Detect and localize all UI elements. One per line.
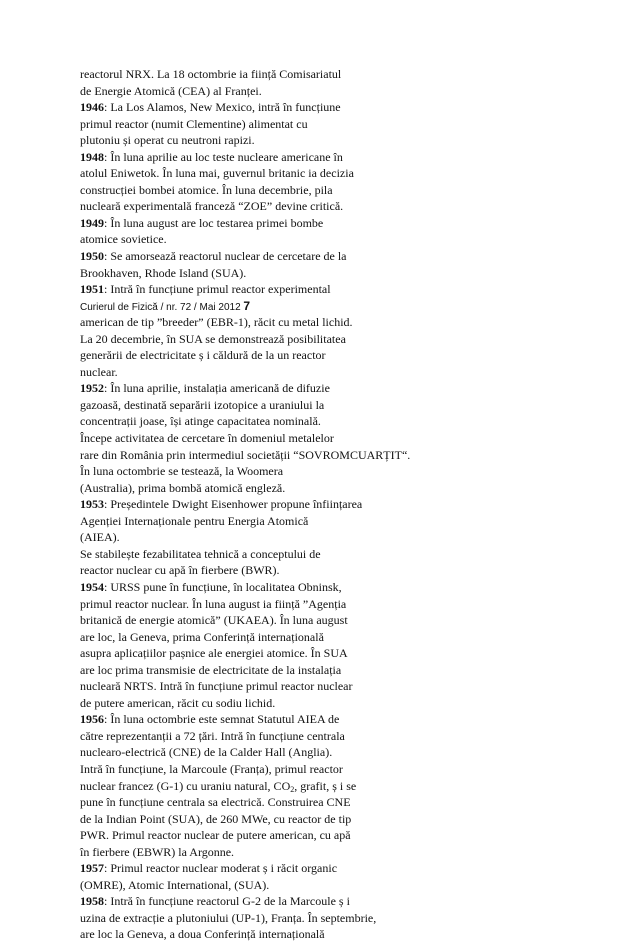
year-label: 1956 <box>80 712 104 727</box>
line-text: primul reactor (numit Clementine) alimentat cu <box>80 116 308 131</box>
line-text: britanică de energie atomică” (UKAEA). În luna august <box>80 613 348 628</box>
text-line <box>80 248 620 265</box>
line-text: : Primul reactor nuclear moderat ș i răcit organic <box>104 861 338 876</box>
text-line <box>80 562 620 579</box>
text-line <box>80 331 620 348</box>
line-text: plutoniu și operat cu neutroni rapizi. <box>80 133 255 148</box>
line-text: Se stabilește fezabilitatea tehnică a conceptului de <box>80 546 321 561</box>
text-line <box>80 281 620 298</box>
text-line <box>80 811 620 828</box>
line-text: În luna octombrie se testează, la Woomera <box>80 464 284 479</box>
line-text: în fierbere (EBWR) la Argonne. <box>80 844 235 859</box>
text-line <box>80 496 620 513</box>
text-line <box>80 116 620 133</box>
line-text: : La Los Alamos, New Mexico, intră în funcțiune <box>104 100 341 115</box>
text-line <box>80 778 620 795</box>
line-text: : În luna aprilie, instalația americană de difuzie <box>104 381 330 396</box>
text-line <box>80 364 620 381</box>
line-text: (Australia), prima bombă atomică engleză. <box>80 480 286 495</box>
text-line <box>80 165 620 182</box>
line-text: Brookhaven, Rhode Island (SUA). <box>80 265 247 280</box>
text-line <box>80 596 620 613</box>
line-text: de putere american, răcit cu sodiu lichid. <box>80 695 276 710</box>
text-line <box>80 480 620 497</box>
line-text: american de tip ”breeder” (EBR-1), răcit cu metal lichid. <box>80 315 353 330</box>
text-line <box>80 380 620 397</box>
page-number: 7 <box>243 298 251 313</box>
text-block-bottom <box>80 314 620 943</box>
text-line <box>80 231 620 248</box>
line-text: : În luna aprilie au loc teste nucleare americane în <box>104 149 343 164</box>
text-line <box>80 893 620 910</box>
text-line <box>80 860 620 877</box>
text-line <box>80 612 620 629</box>
text-line <box>80 447 620 464</box>
year-label: 1951 <box>80 282 104 297</box>
line-text: (AIEA). <box>80 530 120 545</box>
line-text: are loc la Geneva, a doua Conferință internațională <box>80 927 325 942</box>
year-label: 1946 <box>80 100 104 115</box>
text-line <box>80 83 620 100</box>
text-block-top <box>80 66 620 298</box>
text-line <box>80 877 620 894</box>
line-text: pune în funcțiune centrala sa electrică. Construirea CNE <box>80 795 351 810</box>
line-text: Agenției Internaționale pentru Energia Atomică <box>80 513 309 528</box>
line-text: PWR. Primul reactor nuclear de putere american, cu apă <box>80 828 351 843</box>
text-line <box>80 265 620 282</box>
text-line <box>80 198 620 215</box>
line-text: : În luna august are loc testarea primei bombe <box>104 215 324 230</box>
line-text: La 20 decembrie, în SUA se demonstrează posibilitatea <box>80 331 346 346</box>
text-line <box>80 149 620 166</box>
year-label: 1954 <box>80 579 104 594</box>
text-line <box>80 744 620 761</box>
line-text-pre: nuclear francez (G-1) cu uraniu natural, CO <box>80 778 291 793</box>
text-line <box>80 314 620 331</box>
text-line <box>80 728 620 745</box>
text-line <box>80 844 620 861</box>
text-line <box>80 99 620 116</box>
year-label: 1948 <box>80 149 104 164</box>
subscript: 2 <box>290 784 295 794</box>
line-text: are loc, la Geneva, prima Conferință internațională <box>80 629 324 644</box>
line-text: generării de electricitate ș i căldură de la un reactor <box>80 348 326 363</box>
text-line <box>80 827 620 844</box>
line-text: asupra aplicațiilor pașnice ale energiei atomice. În SUA <box>80 646 348 661</box>
line-text: nuclear. <box>80 364 118 379</box>
text-line <box>80 529 620 546</box>
line-text: nucleară experimentală franceză “ZOE” devine critică. <box>80 199 344 214</box>
document-page <box>80 66 620 943</box>
line-text: uzina de extracție a plutoniului (UP-1), Franța. În septembrie, <box>80 910 377 925</box>
line-text: (OMRE), Atomic International, (SUA). <box>80 877 270 892</box>
line-text: nucleаro-electrică (CNE) de la Calder Hall (Anglia). <box>80 745 333 760</box>
text-line <box>80 430 620 447</box>
line-text: are loc prima transmisie de electricitate de la instalația <box>80 662 342 677</box>
text-line <box>80 132 620 149</box>
text-line <box>80 629 620 646</box>
line-text: Începe activitatea de cercetare în domeniul metalelor <box>80 431 334 446</box>
line-text: : Președintele Dwight Eisenhower propune înființarea <box>104 497 363 512</box>
text-line <box>80 711 620 728</box>
text-line <box>80 579 620 596</box>
year-label: 1952 <box>80 381 104 396</box>
text-line <box>80 513 620 530</box>
line-text: construcției bombei atomice. În luna decembrie, pila <box>80 182 333 197</box>
line-text: primul reactor nuclear. În luna august ia ființă ”Agenția <box>80 596 347 611</box>
text-line <box>80 761 620 778</box>
text-line <box>80 662 620 679</box>
text-line <box>80 347 620 364</box>
year-label: 1949 <box>80 215 104 230</box>
text-line <box>80 546 620 563</box>
text-line <box>80 645 620 662</box>
line-text: reactorul NRX. La 18 octombrie ia ființă Comisariatul <box>80 67 342 81</box>
text-line <box>80 910 620 927</box>
text-line <box>80 413 620 430</box>
line-text: nucleară NRTS. Intră în funcțiune primul reactor nuclear <box>80 679 353 694</box>
text-line <box>80 397 620 414</box>
text-line <box>80 66 620 83</box>
line-text: : URSS pune în funcțiune, în localitatea Obninsk, <box>104 579 342 594</box>
line-text: către reprezentanții a 72 țări. Intră în funcțiune centrala <box>80 728 345 743</box>
text-line <box>80 794 620 811</box>
year-label: 1953 <box>80 497 104 512</box>
text-line <box>80 926 620 943</box>
text-line <box>80 463 620 480</box>
line-text: : Intră în funcțiune primul reactor experimental <box>104 282 331 297</box>
line-text: gazoasă, destinată separării izotopice a uraniului la <box>80 397 325 412</box>
line-text: : În luna octombrie este semnat Statutul AIEA de <box>104 712 340 727</box>
line-text: : Se amorsează reactorul nuclear de cercetare de la <box>104 249 347 264</box>
text-line <box>80 678 620 695</box>
line-text: reactor nuclear cu apă în fierbere (BWR). <box>80 563 280 578</box>
line-text: : Intră în funcțiune reactorul G-2 de la Marcoule ș i <box>104 894 350 909</box>
line-text: rare din România prin intermediul societății “SOVROMCUARȚIT“. <box>80 447 411 462</box>
text-line <box>80 695 620 712</box>
page-footer <box>80 298 620 315</box>
line-text: Intră în funcțiune, la Marcoule (Franța), primul reactor <box>80 761 343 776</box>
line-text: atomice sovietice. <box>80 232 167 247</box>
year-label: 1950 <box>80 249 104 264</box>
line-text: concentrații joase, își atinge capacitatea nominală. <box>80 414 321 429</box>
footer-journal: Curierul de Fizică / nr. 72 / Mai 2012 <box>80 301 244 313</box>
line-text: , grafit, ș i se <box>294 778 357 793</box>
year-label: 1958 <box>80 894 104 909</box>
line-text: de Energie Atomică (CEA) al Franței. <box>80 83 262 98</box>
text-line <box>80 215 620 232</box>
year-label: 1957 <box>80 861 104 876</box>
line-text: de la Indian Point (SUA), de 260 MWe, cu reactor de tip <box>80 811 352 826</box>
line-text: atolul Eniwetok. În luna mai, guvernul britanic ia decizia <box>80 166 354 181</box>
text-line <box>80 182 620 199</box>
